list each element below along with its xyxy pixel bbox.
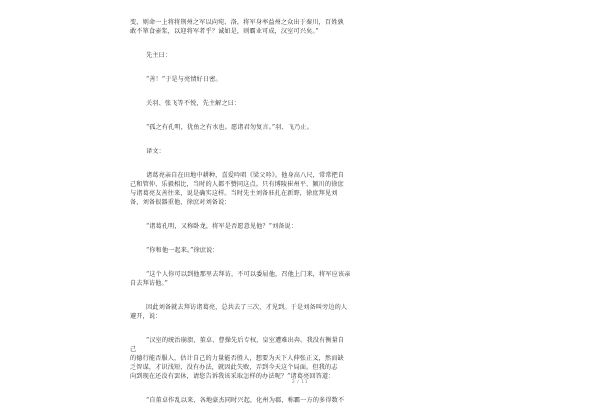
text-line-8: 诸葛亮亲自在田地中耕种，喜爱吟唱《梁父吟》。他身高八尺，常常把自 xyxy=(146,172,345,179)
text-line-7: 译文： xyxy=(146,148,165,155)
text-line-9: 己和管仲、乐毅相比，当时的人都不赞同这点。只有博陵崔州平、颍川的徐庶 xyxy=(130,181,344,188)
text-line-3: 先主曰： xyxy=(146,52,172,59)
text-line-14: “这个人你可以到他那里去拜访，不可以委屈他，召他上门来，将军应该亲 xyxy=(146,271,351,278)
text-line-20: 的德行能否服人，估计自己的力量能否胜人，想要为天下人伸张正义，然而缺 xyxy=(130,355,344,362)
text-line-5: 关羽、张飞等不悦，先主解之曰： xyxy=(146,100,241,107)
text-line-18: “汉室的统治崩溃，董卓、曹操先后专权，皇室遭难出奔。我没有衡量自 xyxy=(146,337,345,344)
text-line-6: “孤之有孔明，犹鱼之有水也。愿诸君勿复言。”羽、飞乃止。 xyxy=(146,124,313,131)
text-line-1: 变，则命一上将将荆州之军以向宛、洛，将军身率益州之众出于秦川，百姓孰 xyxy=(130,19,344,26)
text-line-2: 敢不箪食壶浆，以迎将军者乎？诚如是，则霸业可成，汉室可兴矣。” xyxy=(130,28,319,35)
page-number: 2 / 11 xyxy=(291,380,309,385)
text-line-10: 与诸葛亮友善往来，说是确实这样。当时先主刘备驻扎在新野，徐庶拜见刘 xyxy=(130,190,338,197)
text-line-4: “善！”于是与亮情好日密。 xyxy=(146,76,222,83)
text-line-22: 向到现在还没有罢休，请您告诉我该采取怎样的办法呢？”诸葛亮回答道： xyxy=(130,373,335,380)
text-line-16: 因此刘备就去拜访诸葛亮，总共去了三次，才见到。于是刘备叫旁边的人 xyxy=(146,304,348,311)
text-line-23: “自董卓作乱以来，各地豪杰同时兴起，化州为郡，称霸一方的多得数不 xyxy=(146,397,345,404)
text-line-13: “你和他一起来。”徐庶说： xyxy=(146,247,219,254)
text-line-21: 乏智谋，才识浅短，没有办法，就因此失败，弄到今天这个局面。但我的志 xyxy=(130,364,338,371)
text-line-19: 己 xyxy=(130,346,137,353)
text-line-15: 自去拜访他。” xyxy=(130,280,168,287)
text-line-11: 备，刘备很器重他，徐庶对刘备说： xyxy=(130,199,231,206)
text-line-12: “诸葛孔明，又称卧龙，将军是否愿意见他？”刘备说： xyxy=(146,223,298,230)
text-line-17: 避开，说： xyxy=(130,313,162,320)
